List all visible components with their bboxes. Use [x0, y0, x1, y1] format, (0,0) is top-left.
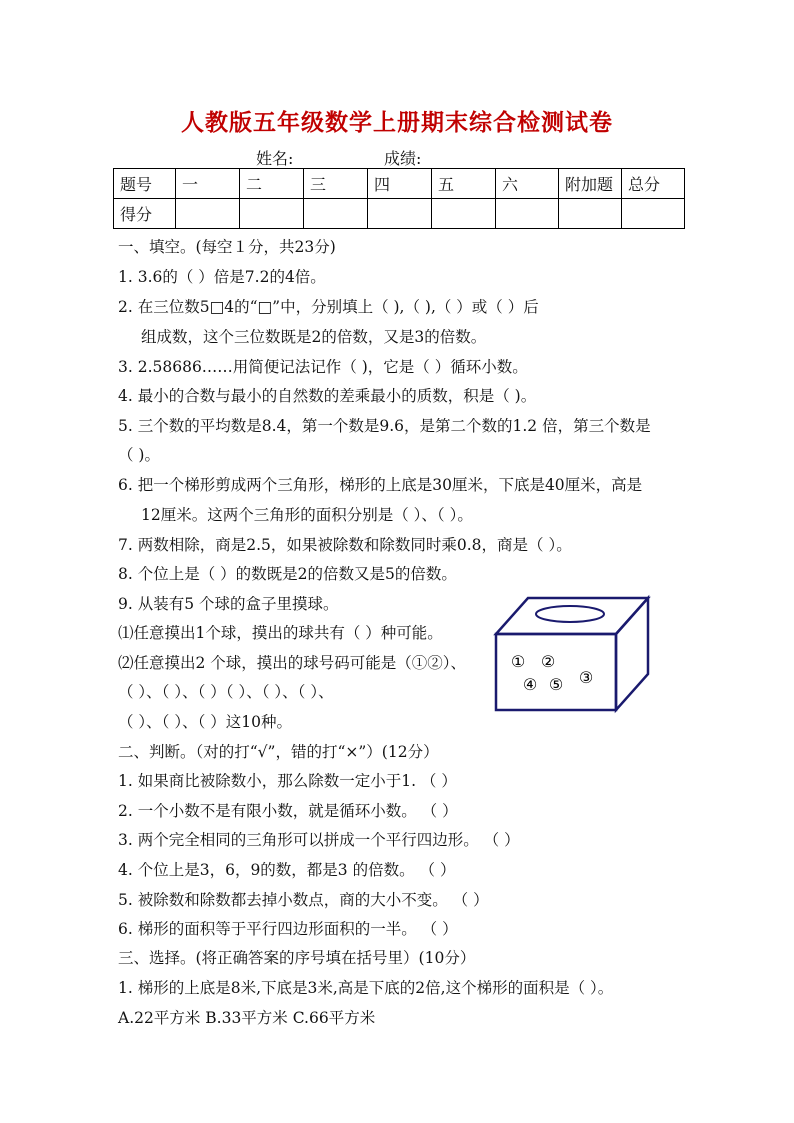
score-entry-cell[interactable]: [304, 199, 368, 229]
judgement-item: 4. 个位上是3，6，9的数，都是3 的倍数。 （ ）: [118, 861, 456, 879]
score-table-score-row: [114, 199, 685, 229]
score-table-header-row: [114, 169, 685, 199]
score-cell: 总分: [622, 169, 685, 199]
score-cell: 三: [304, 169, 368, 199]
section2-heading: 二、判断。（对的打“√”，错的打“×”）(12分）: [118, 743, 439, 761]
question-1-6: 6. 把一个梯形剪成两个三角形，梯形的上底是30厘米，下底是40厘米，高是: [118, 476, 643, 494]
score-cell: 一: [176, 169, 240, 199]
question-1-3: 3. 2.58686……用简便记法记作（ )，它是（ ）循环小数。: [118, 358, 528, 376]
ball-3: ③: [578, 668, 594, 687]
judgement-item: 1. 如果商比被除数小，那么除数一定小于1. （ ）: [118, 772, 457, 790]
question-1-2-cont: 组成数，这个三位数既是2的倍数，又是3的倍数。: [141, 328, 487, 346]
score-entry-cell[interactable]: [496, 199, 559, 229]
score-cell: 四: [368, 169, 432, 199]
judgement-item: 3. 两个完全相同的三角形可以拼成一个平行四边形。 （ ）: [118, 831, 520, 849]
score-cell: 六: [496, 169, 559, 199]
score-cell: 五: [432, 169, 496, 199]
question-1-5-cont: （ )。: [118, 446, 160, 464]
question-1-9-2-cont: （ ）、（ ）、（ ）（ ）、（ ）、（ ）、: [118, 683, 334, 701]
score-label: 成绩:: [384, 149, 422, 168]
question-1-5: 5. 三个数的平均数是8.4，第一个数是9.6，是第二个数的1.2 倍，第三个数是: [118, 417, 651, 435]
question-1-9-1: ⑴任意摸出1个球，摸出的球共有（ ）种可能。: [118, 624, 443, 642]
question-1-6-cont: 12厘米。这两个三角形的面积分别是（ ）、（ ）。: [141, 506, 473, 524]
ball-2: ②: [540, 652, 556, 671]
ball-5: ⑤: [548, 675, 564, 694]
box-opening: [536, 606, 604, 622]
choice-question-1: 1. 梯形的上底是8米,下底是3米,高是下底的2倍,这个梯形的面积是（ ）。: [118, 979, 614, 997]
score-cell: 二: [240, 169, 304, 199]
question-1-1: 1. 3.6的（ ）倍是7.2的4倍。: [118, 268, 326, 286]
score-entry-cell[interactable]: [559, 199, 622, 229]
question-1-9-2-cont2: （ ）、（ ）、（ ）这10种。: [118, 713, 293, 731]
box-front-face: [496, 634, 616, 710]
score-entry-cell[interactable]: [368, 199, 432, 229]
score-cell: 附加题: [559, 169, 622, 199]
ball-1: ①: [510, 652, 526, 671]
name-label: 姓名:: [256, 149, 294, 168]
question-1-2: 2. 在三位数5□4的“□”中，分别填上（ ),（ ),（ ）或（ ）后: [118, 298, 539, 316]
judgement-item: 5. 被除数和除数都去掉小数点，商的大小不变。 （ ）: [118, 891, 489, 909]
exam-title: 人教版五年级数学上册期末综合检测试卷: [181, 109, 613, 136]
choice-options: A.22平方米 B.33平方米 C.66平方米: [118, 1009, 376, 1027]
score-entry-cell[interactable]: [176, 199, 240, 229]
score-entry-cell[interactable]: [432, 199, 496, 229]
box-top-face: [496, 598, 648, 634]
question-1-4: 4. 最小的合数与最小的自然数的差乘最小的质数，积是（ )。: [118, 387, 537, 405]
section1-heading: 一、填空。(每空１分，共23分): [118, 238, 336, 256]
question-1-7: 7. 两数相除，商是2.5，如果被除数和除数同时乘0.8，商是（ ）。: [118, 536, 572, 554]
score-entry-cell[interactable]: [240, 199, 304, 229]
question-1-9: 9. 从装有5 个球的盒子里摸球。: [118, 595, 339, 613]
judgement-item: 6. 梯形的面积等于平行四边形面积的一半。 （ ）: [118, 920, 458, 938]
ball-4: ④: [522, 675, 538, 694]
score-cell: 题号: [114, 169, 176, 199]
score-table: [113, 168, 685, 229]
box-side-face: [616, 598, 648, 710]
section3-heading: 三、选择。(将正确答案的序号填在括号里）(10分）: [118, 949, 476, 967]
score-row-label: 得分: [114, 199, 176, 229]
question-1-8: 8. 个位上是（ ）的数既是2的倍数又是5的倍数。: [118, 565, 457, 583]
ball-box-illustration: [490, 592, 652, 714]
judgement-item: 2. 一个小数不是有限小数，就是循环小数。 （ ）: [118, 802, 458, 820]
score-entry-cell[interactable]: [622, 199, 685, 229]
question-1-9-2: ⑵任意摸出2 个球，摸出的球号码可能是（①②）、: [118, 654, 467, 672]
